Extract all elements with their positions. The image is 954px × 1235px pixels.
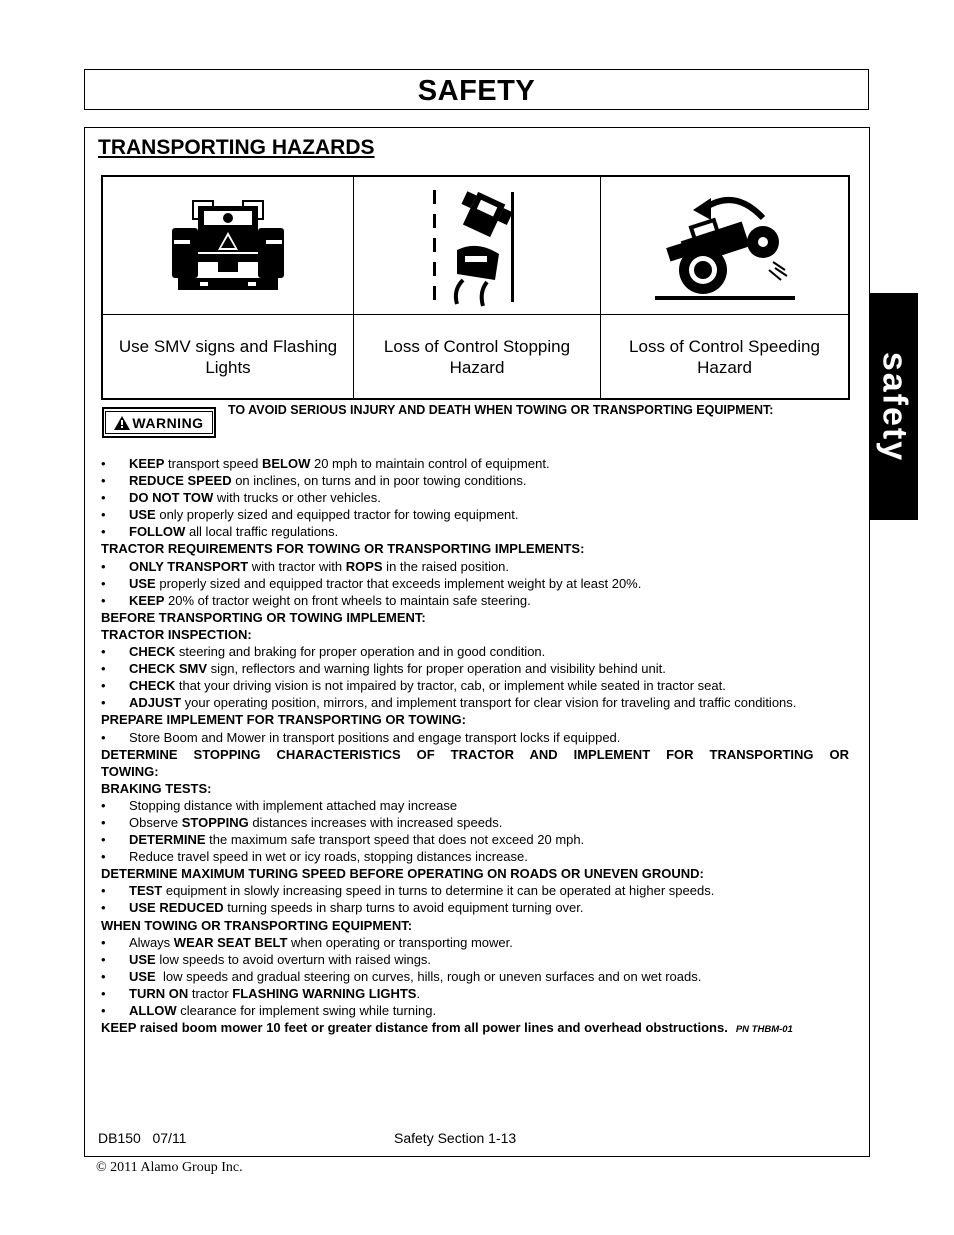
side-tab (869, 293, 918, 520)
list-item: • CHECK SMV sign, reflectors and warning lights for proper operation and visibility behind unit. (101, 660, 849, 677)
loss-of-control-speeding-icon (655, 188, 795, 304)
list-item: • USE properly sized and equipped tractor that exceeds implement weight by at least 20%. (101, 575, 849, 592)
copyright: © 2011 Alamo Group Inc. (96, 1160, 243, 1175)
subheading: BEFORE TRANSPORTING OR TOWING IMPLEMENT: (101, 609, 426, 625)
footer-page-number: Safety Section 1-13 (394, 1130, 517, 1146)
list-item: • FOLLOW all local traffic regulations. (101, 523, 849, 540)
warning-label: WARNING (132, 414, 204, 431)
list-item: • DO NOT TOW with trucks or other vehicles. (101, 489, 849, 506)
panel-3-image (601, 177, 848, 315)
loss-of-control-stopping-icon (427, 184, 527, 308)
list-item: • Always WEAR SEAT BELT when operating or transporting mower. (101, 934, 849, 951)
list-item: • KEEP transport speed BELOW 20 mph to maintain control of equipment. (101, 455, 849, 472)
list-item: • USE only properly sized and equipped tractor for towing equipment. (101, 506, 849, 523)
list-item: • DETERMINE the maximum safe transport speed that does not exceed 20 mph. (101, 831, 849, 848)
subheading: TOWING: (101, 763, 159, 779)
list-item: • ADJUST your operating position, mirrors, and implement transport for clear vision for traveling and traffic conditions. (101, 694, 849, 711)
subheading: DETERMINE MAXIMUM TURING SPEED BEFORE OPERATING ON ROADS OR UNEVEN GROUND: (101, 866, 704, 882)
list-item: • ALLOW clearance for implement swing while turning. (101, 1002, 849, 1019)
section-title: TRANSPORTING HAZARDS (98, 136, 375, 159)
panel-3-caption (601, 315, 848, 398)
list-item: • Store Boom and Mower in transport positions and engage transport locks if equipped. (101, 729, 849, 746)
subheading: BRAKING TESTS: (101, 780, 212, 796)
page-title: SAFETY (417, 75, 536, 107)
header-box (84, 69, 869, 110)
list-item: • Reduce travel speed in wet or icy roads, stopping distances increase. (101, 848, 849, 865)
list-item: • REDUCE SPEED on inclines, on turns and in poor towing conditions. (101, 472, 849, 489)
panel-1-caption (103, 315, 354, 398)
subheading: WHEN TOWING OR TRANSPORTING EQUIPMENT: (101, 917, 413, 933)
subheading: PREPARE IMPLEMENT FOR TRANSPORTING OR TOWING: (101, 712, 466, 728)
panel-1-label: Use SMV signs and Flashing Lights (118, 336, 338, 377)
warning-badge (102, 407, 216, 438)
closing-statement: KEEP raised boom mower 10 feet or greater distance from all power lines and overhead obstructions. PN THBM-01 (101, 1020, 793, 1036)
list-item: • USE low speeds to avoid overturn with raised wings. (101, 951, 849, 968)
list-item: • CHECK that your driving vision is not impaired by tractor, cab, or implement while seated in tractor seat. (101, 677, 849, 694)
list-item: • ONLY TRANSPORT with tractor with ROPS in the raised position. (101, 558, 849, 575)
list-item: • Observe STOPPING distances increases with increased speeds. (101, 814, 849, 831)
list-item: • CHECK steering and braking for proper operation and in good condition. (101, 643, 849, 660)
hazard-panels (101, 175, 850, 400)
list-item: • USE REDUCED turning speeds in sharp turns to avoid equipment turning over. (101, 899, 849, 916)
subheading: TRACTOR REQUIREMENTS FOR TOWING OR TRANSPORTING IMPLEMENTS: (101, 541, 585, 557)
list-item: • TEST equipment in slowly increasing speed in turns to determine it can be operated at higher speeds. (101, 882, 849, 899)
side-tab-label: safety (875, 351, 913, 462)
warning-heading: TO AVOID SERIOUS INJURY AND DEATH WHEN TOWING OR TRANSPORTING EQUIPMENT: (228, 403, 774, 417)
panel-1-image (103, 177, 354, 315)
footer-model-date: DB150 07/11 (98, 1130, 187, 1146)
part-number: PN THBM-01 (735, 1024, 793, 1036)
alert-triangle-icon (114, 416, 130, 430)
list-item: • Stopping distance with implement attached may increase (101, 797, 849, 814)
panel-2-image (354, 177, 601, 315)
subheading: DETERMINE STOPPING CHARACTERISTICS OF TRACTOR AND IMPLEMENT FOR TRANSPORTING OR (101, 746, 849, 762)
panel-2-label: Loss of Control Stopping Hazard (383, 336, 571, 377)
safety-instructions (101, 455, 849, 1038)
list-item: • USE low speeds and gradual steering on curves, hills, rough or uneven surfaces and on wet roads. (101, 968, 849, 985)
smv-tractor-icon (170, 198, 286, 294)
subheading: TRACTOR INSPECTION: (101, 626, 252, 642)
panel-3-label: Loss of Control Speeding Hazard (629, 336, 820, 377)
list-item: • KEEP 20% of tractor weight on front wheels to maintain safe steering. (101, 592, 849, 609)
list-item: • TURN ON tractor FLASHING WARNING LIGHTS. (101, 985, 849, 1002)
panel-2-caption (354, 315, 601, 398)
